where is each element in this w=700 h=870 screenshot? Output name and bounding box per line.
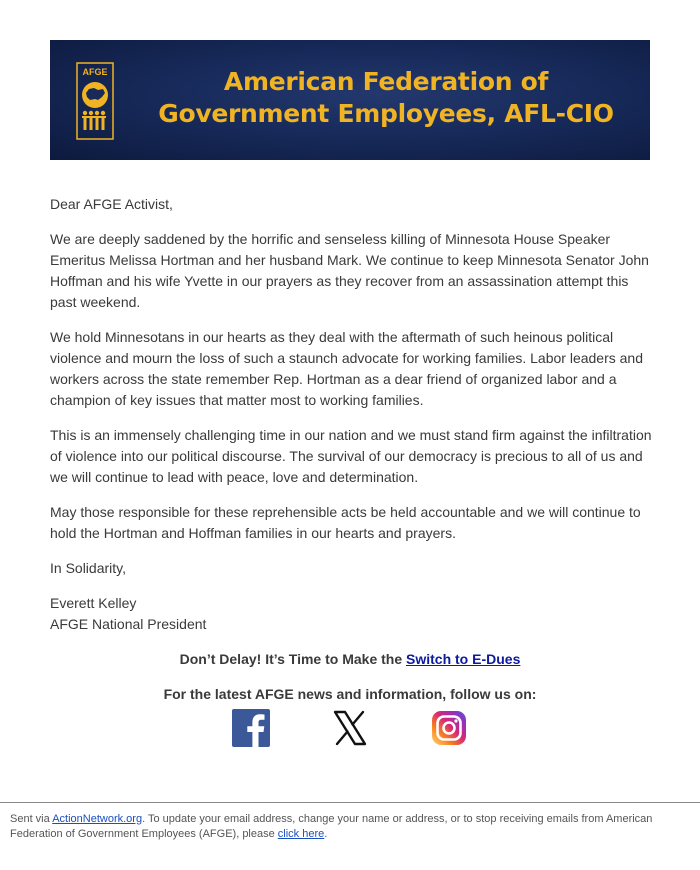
paragraph-1: We are deeply saddened by the horrific and senseless killing of Minnesota House Speaker Emeritus Melissa Hortman and her husband Mark. We continue to keep Minnesota Senator John Hoffman and his wife Yvette in our prayers as they recover from an assassination attempt this past weekend. (50, 231, 649, 310)
title-line-2: Government Employees, AFL-CIO (158, 99, 614, 128)
header-banner (50, 40, 650, 160)
paragraph-2: We hold Minnesotans in our hearts as they deal with the aftermath of such heinous political violence and mourn the loss of such a staunch advocate for working families. Labor leaders and workers across the state remember Rep. Hortman as a dear friend of organized labor and a champion of key issues that matter most to working families. (50, 329, 644, 408)
footer-divider (0, 802, 700, 803)
edues-callout (0, 651, 700, 667)
greeting: Dear AFGE Activist, (50, 196, 173, 212)
footer-suffix: . (324, 828, 328, 840)
instagram-icon[interactable] (429, 708, 469, 748)
switch-to-edues-link[interactable]: Switch to E-Dues (406, 651, 521, 667)
footer-prefix: Sent via (10, 813, 53, 825)
paragraph-3: This is an immensely challenging time in our nation and we must stand firm against the infiltration of violence into our political discourse. The survival of our democracy is precious to all of us and we will continue to lead with peace, love and determination. (50, 427, 652, 485)
signature (50, 593, 654, 635)
footer-text: . To update your email address, change your name or address, or to stop receiving emails from American Federation of Government Employees (AFGE), please (10, 813, 653, 840)
facebook-icon[interactable] (231, 708, 271, 748)
closing: In Solidarity, (50, 560, 126, 576)
unsubscribe-link[interactable]: click here (277, 828, 325, 840)
title-line-1: American Federation of (223, 67, 549, 96)
letter-body (50, 194, 654, 649)
actionnetwork-link[interactable]: ActionNetwork.org (52, 813, 143, 825)
logo-text: AFGE (82, 67, 108, 77)
x-icon[interactable] (330, 708, 370, 748)
afge-logo-icon (76, 62, 114, 140)
footer (10, 812, 680, 842)
signer-title: AFGE National President (50, 616, 207, 632)
edues-callout-text: Don’t Delay! It’s Time to Make the (179, 651, 407, 667)
paragraph-4: May those responsible for these reprehensible acts be held accountable and we will continue to hold the Hortman and Hoffman families in our hearts and prayers. (50, 504, 641, 541)
signer-name: Everett Kelley (50, 595, 137, 611)
follow-us-text: For the latest AFGE news and information, follow us on: (163, 686, 537, 702)
organization-title (146, 66, 626, 130)
